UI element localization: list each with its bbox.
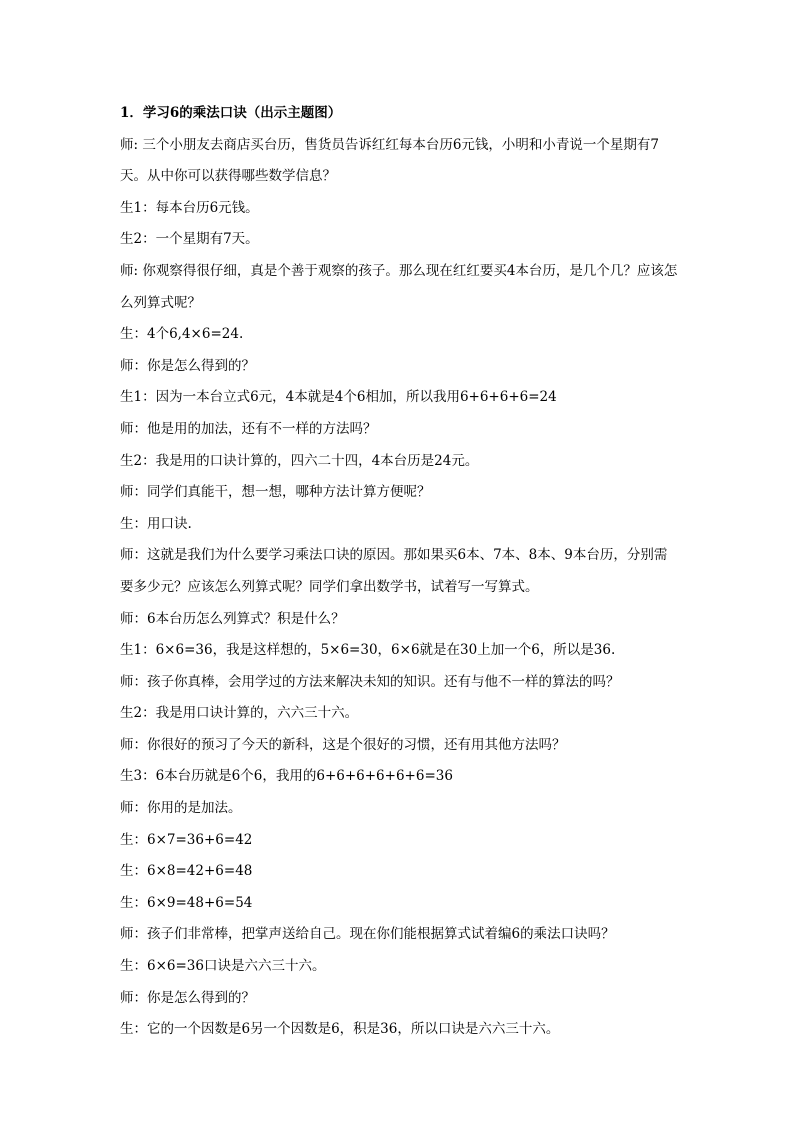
dialogue-line: 师：你是怎么得到的？ <box>120 357 255 374</box>
dialogue-line: 师：孩子们非常棒，把掌声送给自己。现在你们能根据算式试着编6的乘法口诀吗？ <box>120 926 615 943</box>
dialogue-line: 生：用口诀. <box>120 515 192 532</box>
section-heading: 1．学习6的乘法口诀（出示主题图） <box>120 105 342 121</box>
document-page <box>120 98 680 1046</box>
dialogue-line: 生1：6×6=36，我是这样想的，5×6=30，6×6就是在30上加一个6，所以是36. <box>120 642 616 659</box>
dialogue-line: 师：你是怎么得到的？ <box>120 989 255 1006</box>
dialogue-line: 师：他是用的加法，还有不一样的方法吗？ <box>120 420 377 437</box>
dialogue-line: 师：你用的是加法。 <box>120 800 242 817</box>
dialogue-line: 生1：因为一本台立式6元，4本就是4个6相加，所以我用6+6+6+6=24 <box>120 389 557 406</box>
dialogue-line: 师：孩子你真棒，会用学过的方法来解决未知的知识。还有与他不一样的算法的吗？ <box>120 673 620 690</box>
dialogue-line: 生：6×8=42+6=48 <box>120 863 253 880</box>
dialogue-line: 生2：一个星期有7天。 <box>120 231 259 248</box>
dialogue-line: 师：同学们真能干，想一想，哪种方法计算方便呢？ <box>120 484 431 501</box>
dialogue-line: 生：6×6=36口诀是六六三十六。 <box>120 958 326 975</box>
dialogue-line: 生：6×7=36+6=42 <box>120 831 253 848</box>
dialogue-line: 生：6×9=48+6=54 <box>120 894 253 911</box>
dialogue-line: 生2：我是用的口诀计算的，四六二十四，4本台历是24元。 <box>120 452 479 469</box>
dialogue-line: 生3：6本台历就是6个6，我用的6+6+6+6+6+6=36 <box>120 768 453 785</box>
dialogue-line: 师：你很好的预习了今天的新科，这是个很好的习惯，还有用其他方法吗？ <box>120 736 566 753</box>
dialogue-line: 生：4个6,4×6=24. <box>120 326 244 343</box>
dialogue-line: 师：这就是我们为什么要学习乘法口诀的原因。那如果买6本、7本、8本、9本台历，分别需要多少元？应该怎么列算式呢？同学们拿出数学书，试着写一写算式。 <box>120 547 668 595</box>
dialogue-line: 师：6本台历怎么列算式？积是什么？ <box>120 610 345 627</box>
dialogue-line: 生1：每本台历6元钱。 <box>120 199 259 216</box>
dialogue-line: 师: 三个小朋友去商店买台历，售货员告诉红红每本台历6元钱，小明和小青说一个星期有7天。从中你可以获得哪些数学信息？ <box>120 136 660 185</box>
dialogue-line: 生2：我是用口诀计算的，六六三十六。 <box>120 705 359 722</box>
dialogue-line: 生：它的一个因数是6另一个因数是6，积是36，所以口诀是六六三十六。 <box>120 1021 560 1038</box>
dialogue-line: 师: 你观察得很仔细，真是个善于观察的孩子。那么现在红红要买4本台历，是几个几？应该怎么列算式呢？ <box>120 262 678 311</box>
